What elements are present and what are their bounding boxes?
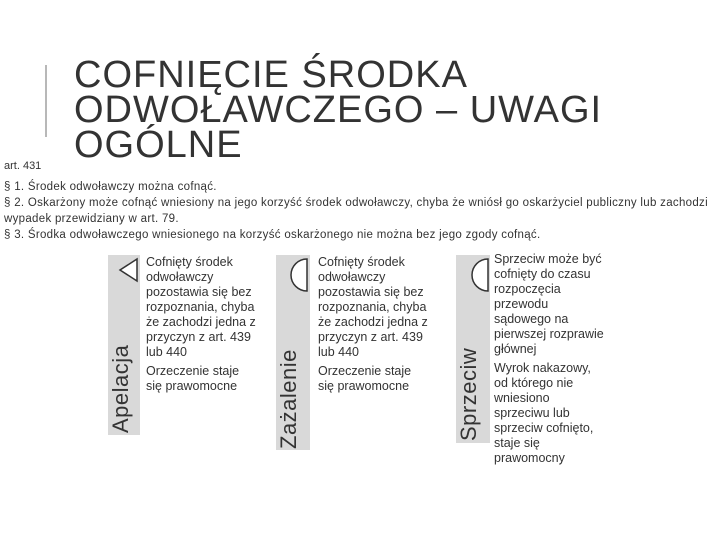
column-item: Orzeczenie staje się prawomocne xyxy=(146,364,240,393)
column-text-zazalenie xyxy=(318,255,430,394)
column-item: Wyrok nakazowy, od którego nie wniesiono sprzeciwu lub sprzeciw cofnięto, staje się prawomocny xyxy=(494,361,594,465)
column-item: Cofnięty środek odwoławczy pozostawia się bez rozpoznania, chyba że zachodzi jedna z przyczyn z art. 439 lub 440 xyxy=(146,255,256,359)
column-item: Cofnięty środek odwoławczy pozostawia się bez rozpoznania, chyba że zachodzi jedna z przyczyn z art. 439 lub 440 xyxy=(318,255,428,359)
column-label-zazalenie: Zażalenie xyxy=(276,349,301,449)
column-item: Orzeczenie staje się prawomocne xyxy=(318,364,412,393)
column-text-sprzeciw xyxy=(494,252,606,466)
paragraph-2: § 2. Oskarżony może cofnąć wniesiony na jego korzyść środek odwoławczy, chyba że wniósł go oskarżyciel publiczny lub zachodzi wypadek przewidziany w art. 79. xyxy=(4,197,708,225)
column-text-apelacja xyxy=(146,255,258,394)
article-label: art. 431 xyxy=(4,160,42,172)
title-accent-bar xyxy=(45,65,47,137)
paragraph-1: § 1. Środek odwoławczy można cofnąć. xyxy=(4,181,217,193)
slide-title: COFNIĘCIE ŚRODKA ODWOŁAWCZEGO – UWAGI OGÓLNE xyxy=(74,54,603,166)
triangle-icon xyxy=(117,257,141,283)
paragraph-3: § 3. Środka odwoławczego wniesionego na korzyść oskarżonego nie można bez jego zgody cofnąć. xyxy=(4,229,541,241)
half-circle-icon xyxy=(285,257,311,293)
column-item: Sprzeciw może być cofnięty do czasu rozpoczęcia przewodu sądowego na pierwszej rozprawie głównej xyxy=(494,252,604,356)
article-paragraphs xyxy=(4,179,716,243)
column-label-apelacja: Apelacja xyxy=(108,344,133,433)
half-circle-icon xyxy=(458,257,490,293)
column-label-sprzeciw: Sprzeciw xyxy=(456,347,481,441)
